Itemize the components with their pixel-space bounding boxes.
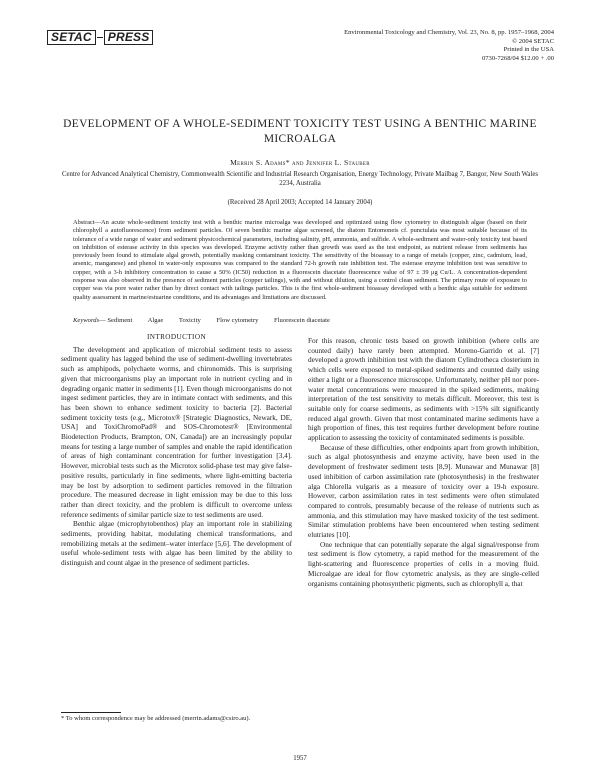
- logo-text-press: PRESS: [104, 30, 154, 45]
- journal-header: [254, 29, 554, 63]
- section-heading-introduction: INTRODUCTION: [146, 333, 207, 341]
- keywords-label: Keywords: [73, 317, 100, 324]
- body-paragraph: Benthic algae (microphytobenthos) play an important role in stabilizing sediments, providing habitat, modulating chemical transformations, and remobilizing metals at the sediment–water interface [5,6]. The development of useful whole-sediment tests with algae has been limited by the ability to distinguish and count algae in the presence of sediment particles.: [61, 520, 292, 568]
- body-paragraph: The development and application of microbial sediment tests to assess sediment quality has lagged behind the use of sediment-dwelling invertebrates such as amphipods, polychaete worms, and chironomids. This is surprising given that microorganisms play an important role in nutrient cycling and in degrading organic matter in sediments [1]. Even though microorganisms do not ingest sediment particles, they are in intimate contact with sediments, and this has been shown to enhance sediment toxicity to bacteria [2]. Bacterial sediment toxicity tests (e.g., Microtox® [Strategic Diagnostics, Newark, DE, USA] and ToxiChromoPad® and SOS-Chromotest® [Environmental Biodetection Products, Brampton, ON, Canada]) are an increasingly popular means for testing a large number of samples and enable the rapid identification of areas of high contaminant concentration for further investigation [3,4]. However, microbial tests such as the Microtox solid-phase test may give false-positive results, particularly in fine sediments, where light-emitting bacteria may be lost by adsorption to sediment particles removed in the filtration procedure. The measured decrease in light emission may be due to this loss rather than direct toxicity, and the problem is difficult to overcome unless reference sediments of similar particle size to test sediments are used.: [61, 345, 292, 519]
- publisher-logo: [47, 30, 153, 45]
- footnote-rule: [61, 712, 121, 713]
- logo-text-setac: SETAC: [47, 30, 96, 45]
- article-title: DEVELOPMENT OF A WHOLE-SEDIMENT TOXICITY TEST USING A BENTHIC MARINE MICROALGA: [63, 118, 537, 145]
- page-number: 1957: [293, 755, 307, 762]
- correspondence-footnote: * To whom correspondence may be addressed (merrin.adams@csiro.au).: [61, 715, 251, 722]
- keywords: Keywords— Sediment Algae Toxicity Flow cytometry Fluorescein diacetate: [73, 317, 330, 324]
- body-paragraph: One technique that can potentially separate the algal signal/response from test sediment is flow cytometry, a rapid method for the measurement of the light-scattering and fluorescence properties of cells in a moving fluid. Microalgae are ideal for flow cytometric analysis, as they are single-celled organisms containing photosynthetic pigments, such as chlorophyll a, that: [308, 540, 539, 588]
- keyword-item: Toxicity: [178, 317, 201, 324]
- keyword-item: Fluorescein diacetate: [274, 317, 330, 324]
- keyword-item: Algae: [147, 317, 164, 324]
- journal-code: 0730-7268/04 $12.00 + .00: [481, 54, 554, 62]
- keyword-item: Sediment: [107, 317, 133, 324]
- body-paragraph: Because of these difficulties, other endpoints apart from growth inhibition, such as algal photosynthesis and enzyme activity, have been used in the development of freshwater sediment tests [8,9]. Munawar and Munawar [8] used inhibition of carbon assimilation rate (photosynthesis) in the freshwater alga Chlorella vulgaris as a measure of toxicity over a 19-h exposure. However, carbon assimilation rates in test sediments were often stimulated compared to controls, presumably because of the release of nutrients such as ammonia, and this stimulation may have masked toxicity of the test sediment. Similar stimulation problems have been encountered when testing sediment elutriates [10].: [308, 443, 539, 540]
- abstract: [73, 219, 527, 302]
- author-affiliation: Centre for Advanced Analytical Chemistry, Commonwealth Scientific and Industrial Research Organisation, Energy Technology, Private Mailbag 7, Bangor, New South Wales 2234, Australia: [61, 171, 539, 188]
- left-column: [61, 326, 292, 569]
- received-dates: (Received 28 April 2003; Accepted 14 January 2004): [227, 199, 373, 206]
- right-column: [308, 337, 539, 589]
- journal-copyright: © 2004 SETAC: [512, 37, 554, 45]
- abstract-label: Abstract: [73, 219, 95, 226]
- journal-printed: Printed in the USA: [503, 46, 554, 54]
- body-paragraph: For this reason, chronic tests based on growth inhibition (where cells are counted daily) have rarely been attempted. Moreno-Garrido et al. [7] developed a growth inhibition test with the diatom Cylindrotheca closterium in which cells were exposed to metal-spiked sediments and counted daily using either a light or a fluorescence microscope. Unfortunately, neither pH nor pore-water metal concentrations were measured in the spiked sediments, making interpretation of the test sensitivity to metals difficult. Moreover, this test is suitable only for coarse sediments, as sediments with >15% silt significantly reduced algal growth. Given that most contaminated marine sediments have a high proportion of fines, this test requires further development before routine application to assessing the toxicity of contaminated sediments is possible.: [308, 337, 539, 443]
- article-authors: Merrin S. Adams* and Jennifer L. Stauber: [230, 158, 370, 167]
- journal-citation: Environmental Toxicology and Chemistry, Vol. 23, No. 8, pp. 1957–1968, 2004: [344, 29, 554, 36]
- abstract-text: —An acute whole-sediment toxicity test with a benthic marine microalga was developed and optimized using flow cytometry to distinguish algae (based on their chlorophyll a autofluorescence) from sediment particles. Of seven benthic marine algae screened, the diatom Entomoneis cf. punctulata was most suitable because of its tolerance of a wide range of water and sediment physicochemical parameters, including salinity, pH, ammonia, and sulfide. A whole-sediment and water-only toxicity test based on inhibition of esterase activity in this species was developed. Enzyme activity rather than growth was used as the test endpoint, as nutrient release from sediments has previously been found to stimulate algal growth, potentially masking contaminant toxicity. The sensitivity of the bioassay to a range of metals (copper, zinc, cadmium, lead, arsenic, manganese) and phenol in water-only exposures was compared to the standard 72-h growth rate inhibition test. The esterase enzyme inhibition test was sensitive to copper, with a 3-h inhibitory concentration to cause a 50% (IC50) reduction in a fluorescein diacetate fluorescence value of 97 ± 39 μg Cu/L. A concentration-dependent response was also observed in the presence of sediment particles (copper tailings), with and without dilution, using a control clean sediment. The primary route of exposure to copper was via pore water rather than by direct contact with tailings particles. This is the first whole-sediment bioassay developed with a benthic alga suitable for sediment quality assessment in marine/estuarine conditions, and its advantages and limitations are discussed.: [73, 219, 527, 301]
- keyword-item: Flow cytometry: [216, 317, 259, 324]
